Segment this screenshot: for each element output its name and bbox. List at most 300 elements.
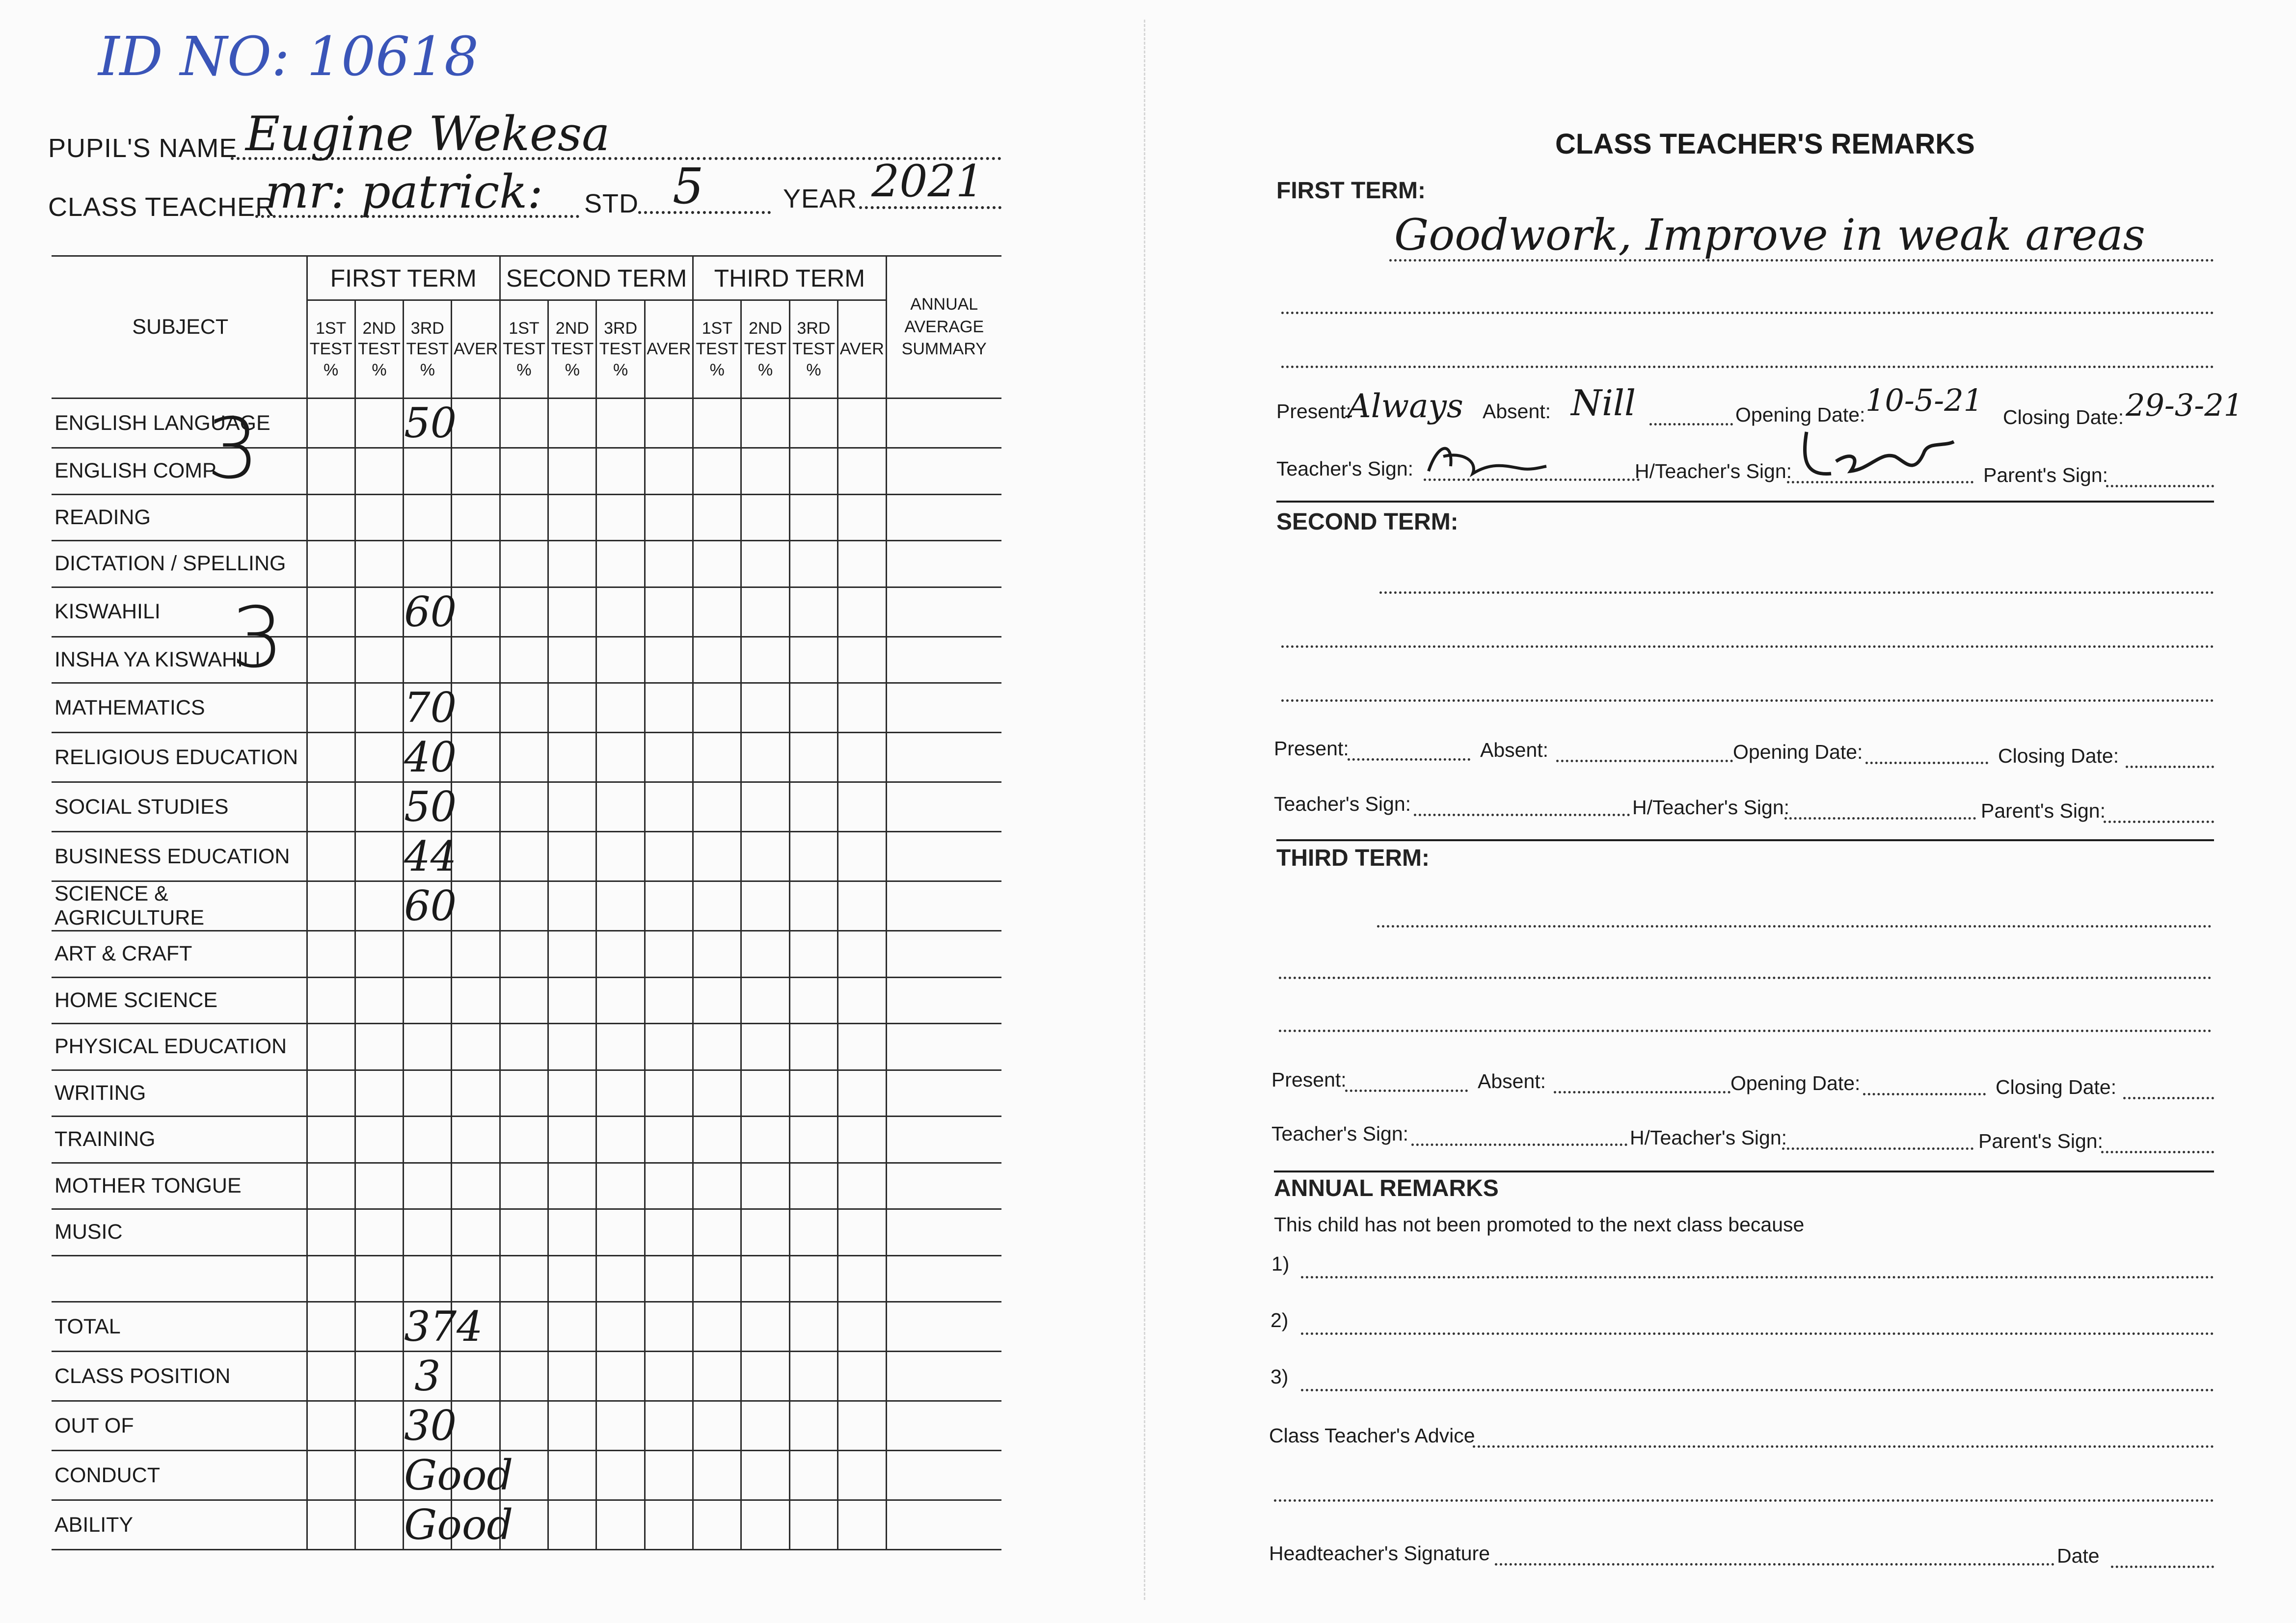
mark-cell [307, 1024, 355, 1070]
subject-name [52, 1255, 307, 1302]
mark-cell [645, 1401, 693, 1451]
handwritten-mark: 60 [404, 882, 457, 930]
mark-cell [307, 448, 355, 495]
first-term-test3-mark [404, 1070, 452, 1117]
subject-name: SOCIAL STUDIES [52, 782, 307, 832]
mark-cell [741, 931, 789, 978]
mark-cell [307, 733, 355, 782]
second-opening-line [1865, 762, 1988, 764]
mark-cell [789, 1209, 837, 1256]
first-term-test3-mark [404, 1451, 513, 1500]
kiswahili-bracket-number: 3 [231, 589, 284, 687]
first-closing-label: Closing Date: [2003, 406, 2124, 428]
second-teacher-sign-label: Teacher's Sign: [1274, 793, 1411, 815]
third-term-divider [1274, 1171, 2214, 1172]
subject-name: BUSINESS EDUCATION [52, 832, 307, 881]
mark-cell [838, 1209, 886, 1256]
t3-test3-header: 3RD TEST % [789, 300, 837, 399]
subject-row [52, 782, 1001, 832]
third-term-line-1 [1377, 925, 2212, 928]
third-absent-label: Absent: [1478, 1070, 1546, 1092]
t1-test1-header: 1ST TEST % [307, 300, 355, 399]
subject-row [52, 637, 1001, 683]
mark-cell [645, 1302, 693, 1352]
mark-cell [596, 683, 645, 733]
handwritten-mark: 70 [404, 684, 457, 732]
second-closing-line [2126, 766, 2214, 768]
mark-cell [500, 1401, 548, 1451]
mark-cell [645, 1117, 693, 1163]
mark-cell [500, 541, 548, 587]
date-label: Date [2057, 1544, 2100, 1567]
english-bracket-number: 3 [206, 400, 260, 498]
mark-cell [596, 1070, 645, 1117]
annual-summary-cell [886, 1352, 1001, 1401]
subject-row [52, 977, 1001, 1024]
first-term-divider [1276, 501, 2214, 503]
mark-cell [355, 399, 403, 448]
mark-cell [452, 1352, 500, 1401]
mark-cell [500, 931, 548, 978]
mark-cell [596, 881, 645, 931]
first-term-test3-mark [404, 683, 457, 733]
annual-summary-header: ANNUAL AVERAGE SUMMARY [886, 256, 1001, 399]
mark-cell [645, 541, 693, 587]
mark-cell [355, 1302, 403, 1352]
first-term-test3-mark [404, 399, 457, 448]
mark-cell [307, 881, 355, 931]
mark-cell [789, 1255, 837, 1302]
handwritten-mark: 50 [404, 783, 457, 831]
mark-cell [645, 637, 693, 683]
second-present-line [1348, 758, 1470, 761]
mark-cell [645, 448, 693, 495]
mark-cell [789, 1352, 837, 1401]
mark-cell [596, 637, 645, 683]
first-term-remark-line-3 [1281, 366, 2214, 368]
advice-line-1 [1473, 1445, 2214, 1448]
mark-cell [355, 494, 403, 541]
mark-cell [596, 782, 645, 832]
mark-cell [693, 587, 741, 637]
mark-cell [838, 733, 886, 782]
mark-cell [838, 541, 886, 587]
mark-cell [307, 541, 355, 587]
mark-cell [596, 399, 645, 448]
second-term-line-3 [1281, 699, 2214, 702]
annual-summary-cell [886, 1117, 1001, 1163]
mark-cell [452, 637, 500, 683]
mark-cell [500, 399, 548, 448]
handwritten-mark: 44 [404, 832, 457, 880]
mark-cell [741, 448, 789, 495]
second-parent-sign-label: Parent's Sign: [1981, 799, 2106, 822]
mark-cell [789, 448, 837, 495]
mark-cell [741, 832, 789, 881]
mark-cell [789, 782, 837, 832]
first-term-test3-mark [404, 494, 452, 541]
mark-cell [548, 1500, 596, 1550]
mark-cell [789, 931, 837, 978]
class-teacher-label: CLASS TEACHER [48, 192, 275, 222]
mark-cell [355, 1209, 403, 1256]
mark-cell [741, 1451, 789, 1500]
third-term-line-3 [1279, 1030, 2212, 1032]
mark-cell [548, 1024, 596, 1070]
pupils-name-label: PUPIL'S NAME [48, 133, 238, 163]
mark-cell [838, 637, 886, 683]
mark-cell [693, 832, 741, 881]
mark-cell [741, 494, 789, 541]
first-head-teacher-signature [1797, 422, 1964, 486]
mark-cell [596, 1255, 645, 1302]
mark-cell [452, 448, 500, 495]
id-number: ID NO: 10618 [98, 25, 479, 88]
mark-cell [789, 1163, 837, 1209]
annual-summary-cell [886, 977, 1001, 1024]
subject-name: ENGLISH COMP [52, 448, 307, 495]
subject-row [52, 399, 1001, 448]
mark-cell [596, 1209, 645, 1256]
mark-cell [548, 977, 596, 1024]
first-term-test3-mark [404, 1255, 452, 1302]
subject-row [52, 733, 1001, 782]
first-absent-line [1649, 423, 1733, 426]
reason-1-line [1301, 1276, 2214, 1278]
mark-cell [500, 1163, 548, 1209]
mark-cell [693, 881, 741, 931]
mark-cell [741, 733, 789, 782]
mark-cell [645, 1451, 693, 1500]
mark-cell [789, 977, 837, 1024]
mark-cell [500, 782, 548, 832]
t3-test1-header: 1ST TEST % [693, 300, 741, 399]
mark-cell [500, 832, 548, 881]
subject-row [52, 587, 1001, 637]
mark-cell [307, 1255, 355, 1302]
mark-cell [838, 1401, 886, 1451]
first-teacher-sign-label: Teacher's Sign: [1276, 457, 1414, 480]
first-h-teacher-sign-label: H/Teacher's Sign: [1635, 460, 1792, 482]
mark-cell [355, 541, 403, 587]
mark-cell [355, 1255, 403, 1302]
first-parent-sign-line [2106, 485, 2214, 487]
annual-summary-cell [886, 782, 1001, 832]
reason-2-line [1301, 1332, 2214, 1335]
annual-summary-cell [886, 1451, 1001, 1500]
mark-cell [693, 1209, 741, 1256]
mark-cell [838, 1255, 886, 1302]
first-term-test3-mark [404, 931, 452, 978]
mark-cell [307, 587, 355, 637]
mark-cell [693, 733, 741, 782]
annual-summary-cell [886, 448, 1001, 495]
mark-cell [789, 733, 837, 782]
mark-cell [693, 1163, 741, 1209]
mark-cell [693, 399, 741, 448]
mark-cell [838, 683, 886, 733]
subject-name: DICTATION / SPELLING [52, 541, 307, 587]
first-opening-value: 10-5-21 [1865, 382, 1983, 418]
mark-cell [645, 881, 693, 931]
first-term-test3-mark [404, 1401, 457, 1451]
mark-cell [500, 1024, 548, 1070]
mark-cell [452, 931, 500, 978]
mark-cell [596, 1117, 645, 1163]
mark-cell [838, 977, 886, 1024]
second-present-label: Present: [1274, 737, 1349, 760]
mark-cell [307, 399, 355, 448]
mark-cell [548, 1451, 596, 1500]
subject-row [52, 1302, 1001, 1352]
mark-cell [693, 1401, 741, 1451]
mark-cell [452, 1401, 500, 1451]
annual-summary-cell [886, 1500, 1001, 1550]
second-absent-label: Absent: [1480, 739, 1549, 761]
mark-cell [693, 782, 741, 832]
mark-cell [307, 683, 355, 733]
mark-cell [500, 494, 548, 541]
mark-cell [596, 541, 645, 587]
mark-cell [838, 1302, 886, 1352]
mark-cell [500, 1070, 548, 1117]
mark-cell [548, 931, 596, 978]
date-line [2111, 1566, 2214, 1568]
subject-name: RELIGIOUS EDUCATION [52, 733, 307, 782]
handwritten-mark: 3 [414, 1352, 441, 1400]
mark-cell [548, 782, 596, 832]
mark-cell [307, 931, 355, 978]
subject-row [52, 1163, 1001, 1209]
mark-cell [500, 977, 548, 1024]
mark-cell [645, 1024, 693, 1070]
mark-cell [741, 1117, 789, 1163]
second-teacher-sign-line [1414, 814, 1630, 816]
mark-cell [693, 1451, 741, 1500]
t2-aver-header: AVER [645, 300, 693, 399]
mark-cell [645, 832, 693, 881]
subject-row [52, 683, 1001, 733]
mark-cell [789, 1302, 837, 1352]
third-teacher-sign-line [1411, 1144, 1627, 1146]
t1-test2-header: 2ND TEST % [355, 300, 403, 399]
mark-cell [500, 1209, 548, 1256]
mark-cell [693, 1070, 741, 1117]
remarks-title: CLASS TEACHER'S REMARKS [1555, 128, 1975, 160]
third-opening-line [1863, 1093, 1986, 1095]
third-parent-sign-line [2101, 1151, 2214, 1153]
mark-cell [741, 1070, 789, 1117]
second-opening-label: Opening Date: [1733, 741, 1863, 763]
third-present-line [1345, 1090, 1468, 1092]
subject-name: MOTHER TONGUE [52, 1163, 307, 1209]
reason-1-label: 1) [1271, 1252, 1290, 1275]
second-term-line-2 [1281, 645, 2214, 648]
mark-cell [693, 1302, 741, 1352]
mark-cell [452, 881, 500, 931]
mark-cell [307, 1451, 355, 1500]
mark-cell [838, 1500, 886, 1550]
mark-cell [307, 1209, 355, 1256]
second-h-teacher-sign-label: H/Teacher's Sign: [1632, 796, 1790, 819]
mark-cell [452, 587, 500, 637]
subject-row [52, 931, 1001, 978]
annual-summary-cell [886, 1163, 1001, 1209]
second-closing-label: Closing Date: [1998, 745, 2119, 767]
mark-cell [789, 1117, 837, 1163]
third-present-label: Present: [1271, 1068, 1347, 1091]
mark-cell [741, 1352, 789, 1401]
mark-cell [452, 494, 500, 541]
mark-cell [307, 782, 355, 832]
subject-header: SUBJECT [52, 256, 307, 399]
mark-cell [596, 1163, 645, 1209]
third-teacher-sign-label: Teacher's Sign: [1271, 1122, 1409, 1145]
subject-row [52, 494, 1001, 541]
pupils-name-value: Eugine Wekesa [245, 106, 610, 161]
mark-cell [548, 399, 596, 448]
mark-cell [307, 637, 355, 683]
t2-test2-header: 2ND TEST % [548, 300, 596, 399]
mark-cell [789, 1500, 837, 1550]
grades-body [52, 399, 1001, 1550]
mark-cell [645, 1255, 693, 1302]
headteacher-signature-label: Headteacher's Signature [1269, 1542, 1490, 1565]
third-term-line-2 [1279, 977, 2212, 979]
first-term-test3-mark [404, 541, 452, 587]
mark-cell [789, 587, 837, 637]
mark-cell [548, 587, 596, 637]
mark-cell [355, 881, 403, 931]
third-closing-label: Closing Date: [1996, 1076, 2117, 1098]
left-page [0, 0, 1080, 1623]
mark-cell [741, 399, 789, 448]
mark-cell [452, 541, 500, 587]
mark-cell [838, 448, 886, 495]
mark-cell [355, 931, 403, 978]
first-term-heading: FIRST TERM: [1276, 178, 1426, 204]
first-term-remark: Goodwork, Improve in weak areas [1394, 210, 2145, 260]
first-opening-label: Opening Date: [1735, 403, 1865, 426]
second-term-divider [1276, 839, 2214, 841]
std-label: STD [584, 189, 639, 218]
annual-summary-cell [886, 1255, 1001, 1302]
mark-cell [596, 1302, 645, 1352]
first-term-test3-mark [404, 1209, 452, 1256]
annual-summary-cell [886, 832, 1001, 881]
first-term-test3-mark [404, 1302, 483, 1352]
mark-cell [548, 494, 596, 541]
first-term-test3-mark [404, 1024, 452, 1070]
subject-row [52, 1117, 1001, 1163]
mark-cell [645, 399, 693, 448]
first-absent-label: Absent: [1483, 400, 1551, 423]
mark-cell [838, 881, 886, 931]
mark-cell [789, 399, 837, 448]
subject-name: READING [52, 494, 307, 541]
mark-cell [693, 1117, 741, 1163]
mark-cell [645, 1163, 693, 1209]
first-term-test3-mark [404, 1117, 452, 1163]
subject-name: HOME SCIENCE [52, 977, 307, 1024]
mark-cell [838, 399, 886, 448]
mark-cell [307, 1302, 355, 1352]
mark-cell [452, 733, 500, 782]
third-term-heading: THIRD TERM: [1276, 845, 1430, 871]
annual-remarks-heading: ANNUAL REMARKS [1274, 1175, 1499, 1201]
mark-cell [355, 587, 403, 637]
t2-test3-header: 3RD TEST % [596, 300, 645, 399]
mark-cell [596, 1500, 645, 1550]
mark-cell [500, 1352, 548, 1401]
third-opening-label: Opening Date: [1730, 1072, 1861, 1094]
mark-cell [355, 1500, 403, 1550]
mark-cell [789, 541, 837, 587]
subject-row [52, 1401, 1001, 1451]
class-teacher-advice-label: Class Teacher's Advice [1269, 1424, 1475, 1447]
mark-cell [452, 1117, 500, 1163]
handwritten-mark: 40 [404, 733, 457, 781]
annual-summary-cell [886, 637, 1001, 683]
subject-name: CLASS POSITION [52, 1352, 307, 1401]
mark-cell [741, 683, 789, 733]
mark-cell [355, 1163, 403, 1209]
t1-test3-header: 3RD TEST % [404, 300, 452, 399]
mark-cell [741, 782, 789, 832]
mark-cell [548, 1352, 596, 1401]
advice-line-2 [1274, 1499, 2214, 1502]
mark-cell [789, 1451, 837, 1500]
handwritten-mark: 60 [404, 587, 457, 636]
mark-cell [741, 977, 789, 1024]
std-value: 5 [673, 158, 704, 215]
first-term-test3-mark [404, 637, 452, 683]
not-promoted-text: This child has not been promoted to the next class because [1274, 1213, 1805, 1236]
subject-name: ENGLISH LANGUAGE [52, 399, 307, 448]
mark-cell [355, 1451, 403, 1500]
mark-cell [307, 1500, 355, 1550]
mark-cell [355, 637, 403, 683]
mark-cell [452, 977, 500, 1024]
third-h-teacher-sign-line [1782, 1147, 1973, 1150]
mark-cell [693, 1352, 741, 1401]
mark-cell [307, 494, 355, 541]
mark-cell [307, 977, 355, 1024]
mark-cell [355, 1352, 403, 1401]
mark-cell [548, 1209, 596, 1256]
first-term-remark-line-2 [1281, 312, 2214, 314]
reason-3-line [1301, 1389, 2214, 1391]
mark-cell [307, 1401, 355, 1451]
mark-cell [500, 1255, 548, 1302]
subject-row [52, 1209, 1001, 1256]
second-h-teacher-sign-line [1784, 817, 1976, 820]
mark-cell [645, 931, 693, 978]
mark-cell [548, 1255, 596, 1302]
mark-cell [693, 637, 741, 683]
mark-cell [645, 494, 693, 541]
mark-cell [838, 1024, 886, 1070]
mark-cell [645, 587, 693, 637]
mark-cell [741, 1163, 789, 1209]
subject-row [52, 1255, 1001, 1302]
mark-cell [307, 1070, 355, 1117]
annual-summary-cell [886, 683, 1001, 733]
handwritten-mark: Good [404, 1451, 513, 1499]
mark-cell [741, 1255, 789, 1302]
mark-cell [693, 1024, 741, 1070]
page-fold [1144, 20, 1145, 1600]
